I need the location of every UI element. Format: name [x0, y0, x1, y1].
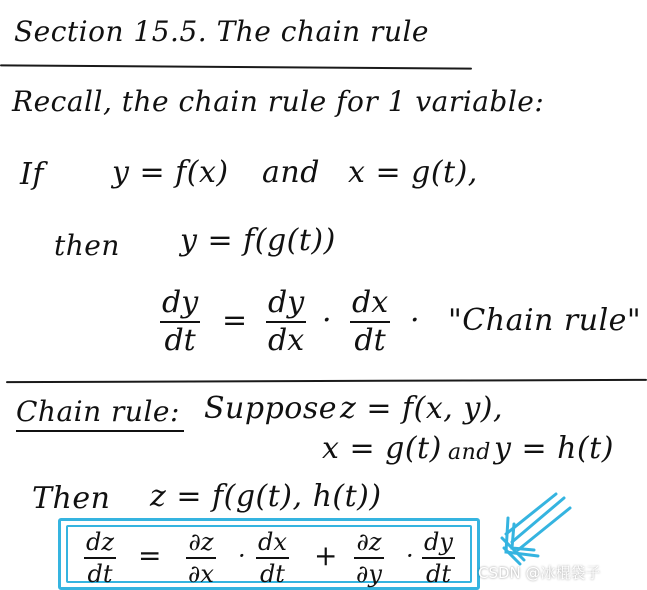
- fraction-dx-dt: [350, 285, 390, 358]
- fraction-dy-dx: [266, 285, 306, 358]
- chain-rule-label: Chain rule:: [16, 395, 180, 428]
- suppose-word: Suppose: [204, 391, 337, 426]
- fraction-denominator: dt: [164, 323, 196, 358]
- chain-equals: =: [222, 303, 248, 338]
- if-equation-x: x = g(t),: [348, 155, 478, 190]
- fraction-numerator: dx: [258, 528, 287, 556]
- fraction-bar: [84, 557, 116, 559]
- section-title: Section 15.5. The chain rule: [14, 15, 429, 48]
- chain-dot: ·: [322, 303, 333, 338]
- result-dot-2: ·: [406, 542, 415, 570]
- fraction-numerator: ∂z: [356, 528, 382, 556]
- fraction-bar: [354, 557, 384, 559]
- fraction-dy-dt: [160, 285, 200, 358]
- fraction-denominator: dt: [425, 560, 451, 588]
- fraction-dy-dt-2: [422, 530, 455, 586]
- fraction-partial-z-y: [354, 530, 384, 586]
- fraction-denominator: ∂y: [356, 560, 382, 588]
- chain-rule-label-underline: [16, 430, 184, 432]
- result-equals: =: [138, 539, 162, 572]
- then-word: then: [54, 229, 120, 262]
- result-dot-1: ·: [238, 542, 247, 570]
- if-word: If: [20, 157, 44, 192]
- fraction-numerator: dy: [424, 528, 453, 556]
- then-equation-2: z = f(g(t), h(t)): [150, 479, 382, 514]
- if-and-word: and: [262, 155, 320, 190]
- title-divider: [0, 64, 472, 69]
- fraction-bar: [422, 557, 455, 559]
- suppose-equation: z = f(x, y),: [340, 391, 504, 426]
- line2-and-word: and: [448, 440, 491, 465]
- fraction-numerator: dy: [268, 285, 305, 320]
- recall-text: Recall, the chain rule for 1 variable:: [12, 85, 545, 118]
- fraction-dx-dt-2: [256, 530, 289, 586]
- fraction-dz-dt: [84, 530, 116, 586]
- csdn-watermark: CSDN @冰棍袋子: [478, 564, 601, 582]
- then-equation: y = f(g(t)): [180, 223, 336, 258]
- fraction-partial-z-x: [186, 530, 216, 586]
- chain-rule-quote: "Chain rule": [448, 303, 642, 338]
- fraction-bar: [186, 557, 216, 559]
- line2-y-equation: y = h(t): [494, 431, 614, 466]
- fraction-numerator: dx: [352, 285, 389, 320]
- result-plus: +: [314, 539, 338, 572]
- fraction-numerator: dz: [86, 528, 115, 556]
- fraction-denominator: dt: [354, 323, 386, 358]
- chain-dot-2: ·: [410, 303, 421, 338]
- then-word-2: Then: [32, 481, 111, 516]
- fraction-denominator: dt: [259, 560, 285, 588]
- fraction-denominator: dt: [87, 560, 113, 588]
- fraction-bar: [256, 557, 289, 559]
- fraction-numerator: dy: [162, 285, 199, 320]
- fraction-denominator: ∂x: [188, 560, 214, 588]
- if-equation-y: y = f(x): [112, 155, 229, 190]
- fraction-denominator: dx: [268, 323, 305, 358]
- fraction-numerator: ∂z: [188, 528, 214, 556]
- section-divider: [6, 379, 647, 383]
- line2-x-equation: x = g(t): [322, 431, 442, 466]
